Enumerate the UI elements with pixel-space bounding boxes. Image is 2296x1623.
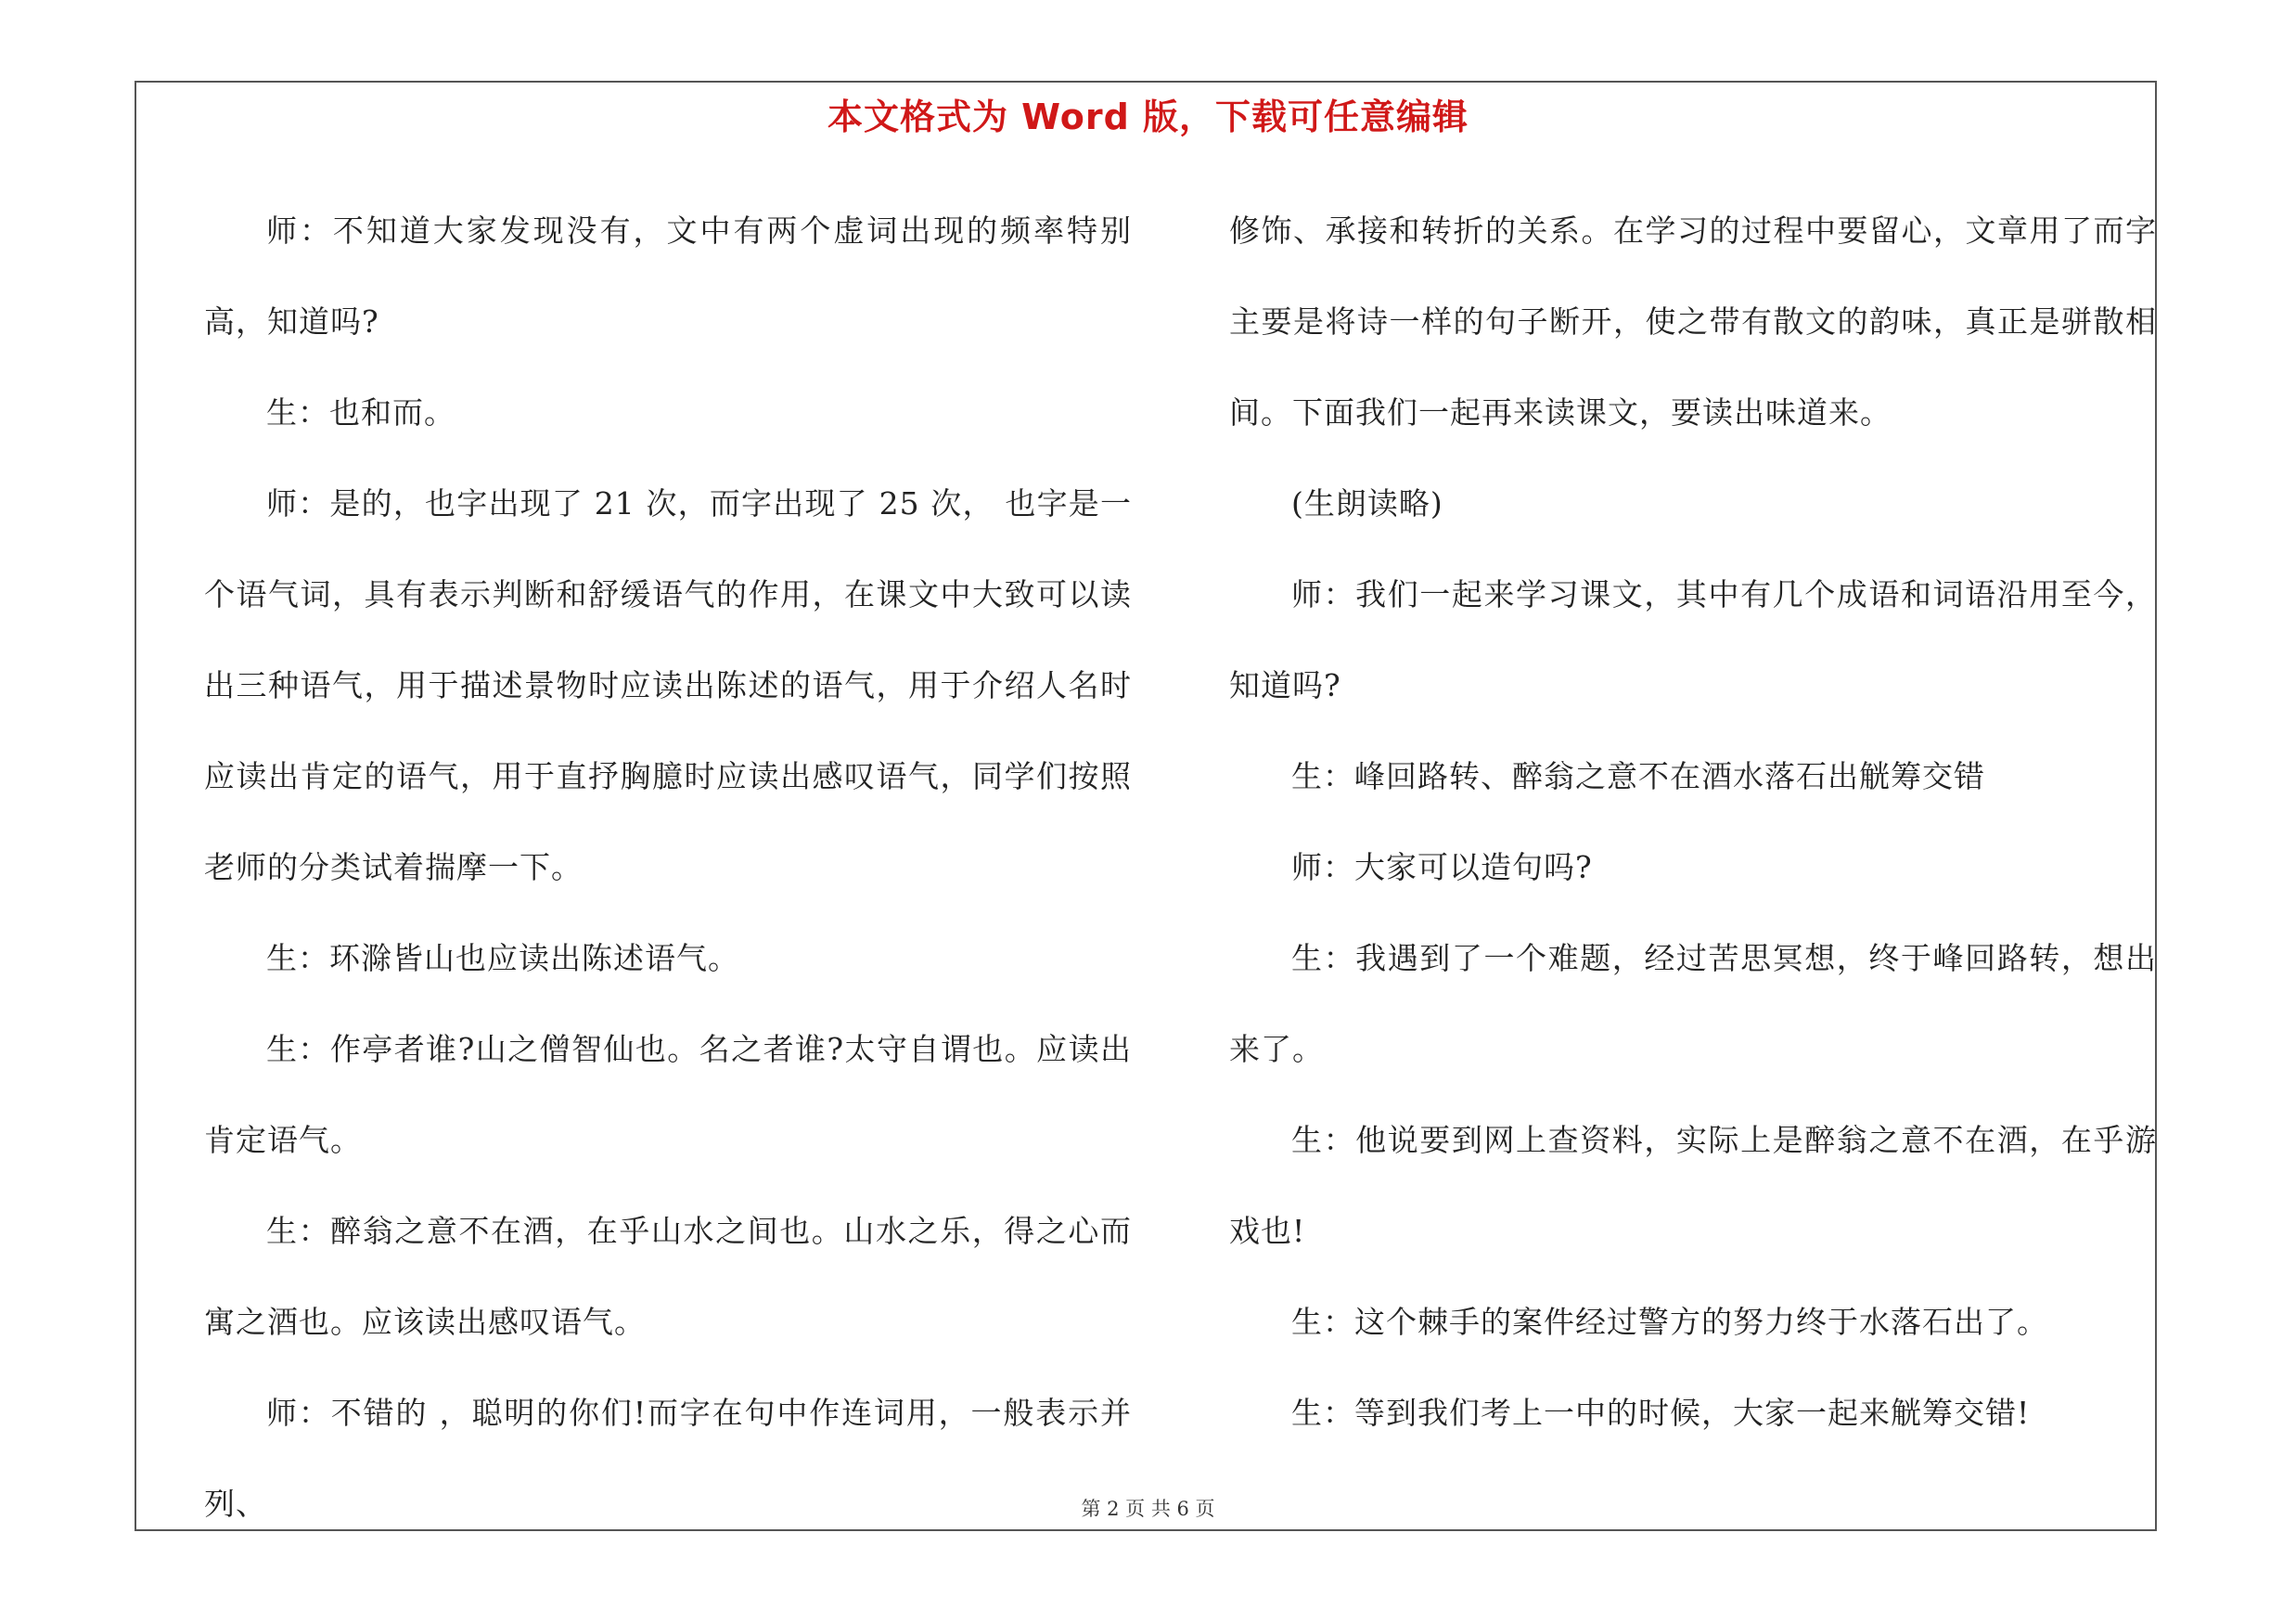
document-banner: 本文格式为 Word 版，下载可任意编辑 <box>827 97 1469 137</box>
right-column-paragraph: 生：我遇到了一个难题，经过苦思冥想，终于峰回路转，想出来了。 <box>1229 940 2157 1067</box>
left-column-paragraph: 生：醉翁之意不在酒，在乎山水之间也。山水之乐，得之心而寓之酒也。应该读出感叹语气。 <box>204 1213 1132 1340</box>
right-column-paragraph: (生朗读略) <box>1291 485 1443 522</box>
left-column-paragraph: 生：环滁皆山也应读出陈述语气。 <box>266 940 739 976</box>
page-number-footer: 第 2 页 共 6 页 <box>1081 1498 1215 1520</box>
right-column-paragraph: 修饰、承接和转折的关系。在学习的过程中要留心，文章用了而字主要是将诗一样的句子断开，使之带有散文的韵味，真正是骈散相间。下面我们一起再来读课文，要读出味道来。 <box>1229 213 2157 431</box>
right-column <box>1229 186 2157 1459</box>
right-column-paragraph: 生：他说要到网上查资料，实际上是醉翁之意不在酒，在乎游戏也! <box>1229 1122 2157 1249</box>
right-column-paragraph: 师：我们一起来学习课文，其中有几个成语和词语沿用至今，知道吗? <box>1229 576 2157 703</box>
right-column-paragraph: 生：峰回路转、醉翁之意不在酒水落石出觥筹交错 <box>1291 758 1985 794</box>
left-column-paragraph: 师：不错的 ，聪明的你们!而字在句中作连词用，一般表示并列、 <box>204 1395 1132 1522</box>
left-column-paragraph: 师：不知道大家发现没有，文中有两个虚词出现的频率特别高，知道吗? <box>204 213 1132 340</box>
right-column-paragraph: 师：大家可以造句吗? <box>1291 849 1593 885</box>
left-column-paragraph: 师：是的，也字出现了 21 次，而字出现了 25 次， 也字是一个语气词，具有表示判断和舒缓语气的作用，在课文中大致可以读出三种语气，用于描述景物时应读出陈述的语气，用于介绍人名时应读出肯定的语气，用于直抒胸臆时应读出感叹语气，同学们按照老师的分类试着揣摩一下。 <box>204 485 1132 885</box>
left-column <box>204 186 1132 1550</box>
right-column-paragraph: 生：这个棘手的案件经过警方的努力终于水落石出了。 <box>1291 1304 2048 1340</box>
right-column-paragraph: 生：等到我们考上一中的时候，大家一起来觥筹交错! <box>1291 1395 2031 1431</box>
left-column-paragraph: 生：作亭者谁?山之僧智仙也。名之者谁?太守自谓也。应读出肯定语气。 <box>204 1031 1132 1158</box>
left-column-paragraph: 生：也和而。 <box>266 394 455 431</box>
